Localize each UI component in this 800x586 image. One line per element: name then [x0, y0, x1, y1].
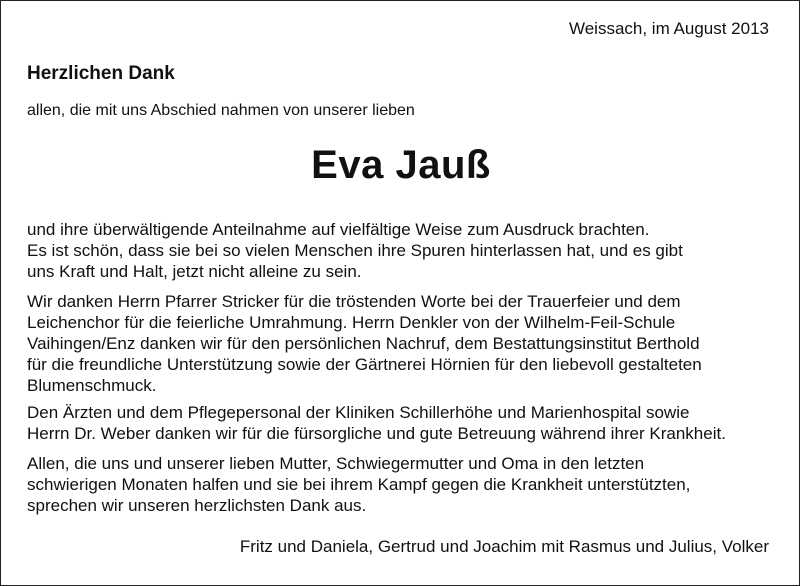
text-line: schwierigen Monaten halfen und sie bei ihrem Kampf gegen die Krankheit unterstützten, — [27, 475, 691, 494]
text-line: Wir danken Herrn Pfarrer Stricker für die tröstenden Worte bei der Trauerfeier und dem — [27, 292, 681, 311]
paragraph-1 — [27, 219, 787, 282]
text-line: Den Ärzten und dem Pflegepersonal der Kliniken Schillerhöhe und Marienhospital sowie — [27, 403, 690, 422]
text-line: sprechen wir unseren herzlichsten Dank aus. — [27, 496, 367, 515]
intro-text: allen, die mit uns Abschied nahmen von unserer lieben — [27, 102, 415, 119]
signature: Fritz und Daniela, Gertrud und Joachim mit Rasmus und Julius, Volker — [239, 537, 769, 556]
paragraph-2 — [27, 291, 787, 396]
paragraph-4 — [27, 453, 787, 516]
text-line: und ihre überwältigende Anteilnahme auf vielfältige Weise zum Ausdruck brachten. — [27, 220, 650, 239]
text-line: Vaihingen/Enz danken wir für den persönlichen Nachruf, dem Bestattungsinstitut Berthold — [27, 334, 700, 353]
paragraph-3 — [27, 402, 787, 444]
notice-title: Herzlichen Dank — [27, 63, 175, 84]
text-line: Blumenschmuck. — [27, 376, 157, 395]
place-date: Weissach, im August 2013 — [568, 19, 769, 38]
text-line: uns Kraft und Halt, jetzt nicht alleine zu sein. — [27, 262, 362, 281]
text-line: Allen, die uns und unserer lieben Mutter, Schwiegermutter und Oma in den letzten — [27, 454, 645, 473]
text-line: Es ist schön, dass sie bei so vielen Menschen ihre Spuren hinterlassen hat, und es gibt — [27, 241, 683, 260]
text-line: Herrn Dr. Weber danken wir für die fürsorgliche und gute Betreuung während ihrer Krankheit. — [27, 424, 726, 443]
text-line: Leichenchor für die feierliche Umrahmung. Herrn Denkler von der Wilhelm-Feil-Schule — [27, 313, 676, 332]
deceased-name: Eva Jauß — [311, 143, 491, 187]
text-line: für die freundliche Unterstützung sowie der Gärtnerei Hörnien für den liebevoll gestalteten — [27, 355, 702, 374]
